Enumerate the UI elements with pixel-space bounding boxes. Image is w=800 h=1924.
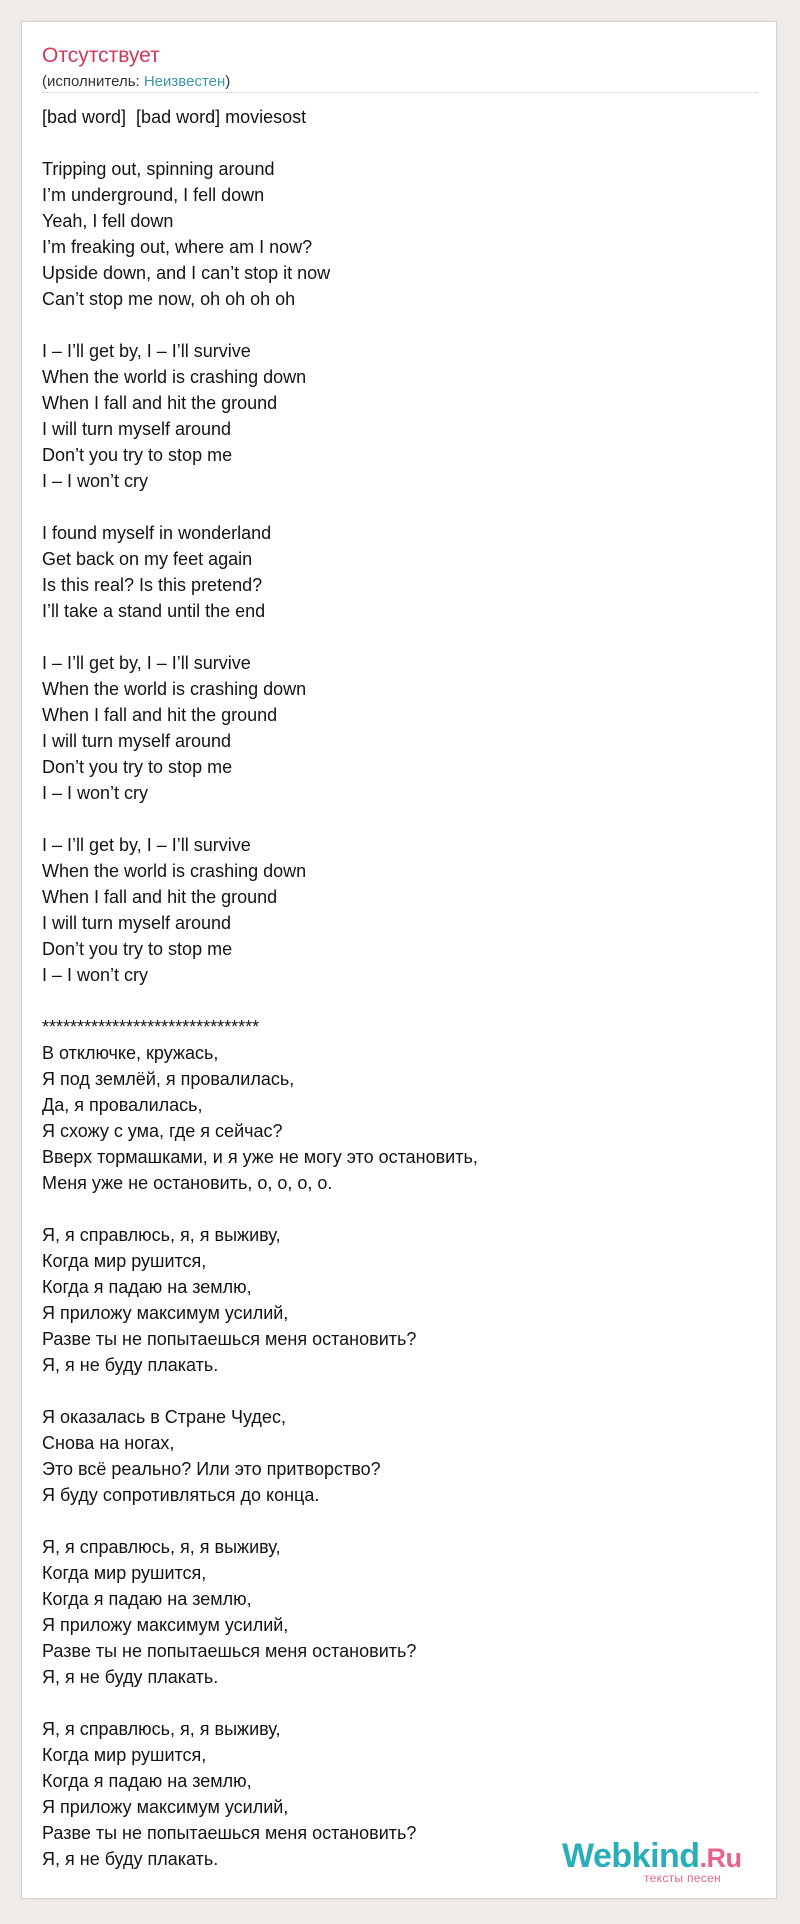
lyric-line: Я, я справлюсь, я, я выживу, — [42, 1225, 281, 1245]
header-divider — [42, 92, 758, 93]
lyric-line: Я под землёй, я провалилась, — [42, 1069, 295, 1089]
lyric-line: В отключке, кружась, — [42, 1043, 219, 1063]
lyric-line: Я оказалась в Стране Чудес, — [42, 1407, 286, 1427]
lyric-line: Я, я справлюсь, я, я выживу, — [42, 1719, 281, 1739]
lyric-line — [42, 1690, 758, 1716]
lyric-line: Разве ты не попытаешься меня остановить? — [42, 1329, 417, 1349]
lyrics-text — [42, 104, 758, 1872]
song-title: Отсутствует — [42, 44, 160, 67]
lyric-line: When I fall and hit the ground — [42, 705, 278, 725]
lyric-line: ******************************* — [42, 1017, 260, 1037]
lyric-line: Когда мир рушится, — [42, 1745, 207, 1765]
lyric-line — [42, 1378, 758, 1404]
lyric-line: Я приложу максимум усилий, — [42, 1303, 289, 1323]
lyric-line: Когда я падаю на землю, — [42, 1771, 252, 1791]
logo-brand: Webkind — [562, 1837, 700, 1875]
lyric-line: I will turn myself around — [42, 419, 232, 439]
lyric-line: Я, я справлюсь, я, я выживу, — [42, 1537, 281, 1557]
lyric-line: Меня уже не остановить, о, о, о, о. — [42, 1173, 333, 1193]
lyric-line: I – I won’t cry — [42, 783, 149, 803]
lyric-line: Я буду сопротивляться до конца. — [42, 1485, 320, 1505]
lyric-line: Да, я провалилась, — [42, 1095, 203, 1115]
artist-suffix: ) — [225, 73, 231, 90]
lyric-line: Upside down, and I can’t stop it now — [42, 263, 331, 283]
lyric-line — [42, 806, 758, 832]
lyric-line: I’m underground, I fell down — [42, 185, 265, 205]
lyric-line: I – I’ll get by, I – I’ll survive — [42, 835, 251, 855]
lyric-line: Don’t you try to stop me — [42, 939, 233, 959]
lyric-line: Я приложу максимум усилий, — [42, 1797, 289, 1817]
lyric-line: Вверх тормашками, и я уже не могу это остановить, — [42, 1147, 478, 1167]
lyric-line: Снова на ногах, — [42, 1433, 175, 1453]
lyric-line — [42, 1508, 758, 1534]
lyric-line: Я, я не буду плакать. — [42, 1355, 219, 1375]
lyric-line — [42, 988, 758, 1014]
lyric-line: Я приложу максимум усилий, — [42, 1615, 289, 1635]
artist-link[interactable]: Неизвестен — [143, 73, 226, 90]
lyrics-card — [21, 21, 777, 1899]
artist-line — [42, 72, 230, 92]
lyric-line: Don’t you try to stop me — [42, 757, 233, 777]
lyric-line: [bad word] [bad word] moviesost — [42, 107, 307, 127]
lyric-line: I’ll take a stand until the end — [42, 601, 266, 621]
lyric-line: Tripping out, spinning around — [42, 159, 275, 179]
lyric-line: Get back on my feet again — [42, 549, 253, 569]
lyric-line: Can’t stop me now, oh oh oh oh — [42, 289, 296, 309]
lyric-line: I – I won’t cry — [42, 471, 149, 491]
lyric-line: I – I won’t cry — [42, 965, 149, 985]
lyric-line: Разве ты не попытаешься меня остановить? — [42, 1641, 417, 1661]
lyric-line: I found myself in wonderland — [42, 523, 272, 543]
lyric-line: Разве ты не попытаешься меня остановить? — [42, 1823, 417, 1843]
lyric-line: I – I’ll get by, I – I’ll survive — [42, 653, 251, 673]
lyric-line: Я, я не буду плакать. — [42, 1667, 219, 1687]
lyric-line — [42, 1196, 758, 1222]
lyric-line: When the world is crashing down — [42, 367, 307, 387]
lyric-line: Когда мир рушится, — [42, 1563, 207, 1583]
lyric-line: When I fall and hit the ground — [42, 887, 278, 907]
lyric-line: I’m freaking out, where am I now? — [42, 237, 313, 257]
lyric-line: Я схожу с ума, где я сейчас? — [42, 1121, 283, 1141]
lyric-line — [42, 130, 758, 156]
lyric-line: I will turn myself around — [42, 731, 232, 751]
lyric-line: I will turn myself around — [42, 913, 232, 933]
lyric-line — [42, 494, 758, 520]
lyric-line: Когда мир рушится, — [42, 1251, 207, 1271]
webkind-logo — [562, 1836, 747, 1884]
logo-tagline: тексты песен — [644, 1871, 721, 1885]
lyric-line — [42, 624, 758, 650]
lyric-line: Я, я не буду плакать. — [42, 1849, 219, 1869]
lyric-line: When I fall and hit the ground — [42, 393, 278, 413]
lyric-line: When the world is crashing down — [42, 679, 307, 699]
lyric-line: Is this real? Is this pretend? — [42, 575, 263, 595]
lyric-line: Когда я падаю на землю, — [42, 1277, 252, 1297]
lyric-line: Когда я падаю на землю, — [42, 1589, 252, 1609]
lyric-line: When the world is crashing down — [42, 861, 307, 881]
logo-tld: .Ru — [699, 1843, 742, 1873]
lyric-line: Yeah, I fell down — [42, 211, 174, 231]
lyric-line: I – I’ll get by, I – I’ll survive — [42, 341, 251, 361]
lyric-line: Это всё реально? Или это притворство? — [42, 1459, 381, 1479]
lyric-line — [42, 312, 758, 338]
lyric-line: Don’t you try to stop me — [42, 445, 233, 465]
artist-prefix: (исполнитель: — [42, 73, 144, 90]
